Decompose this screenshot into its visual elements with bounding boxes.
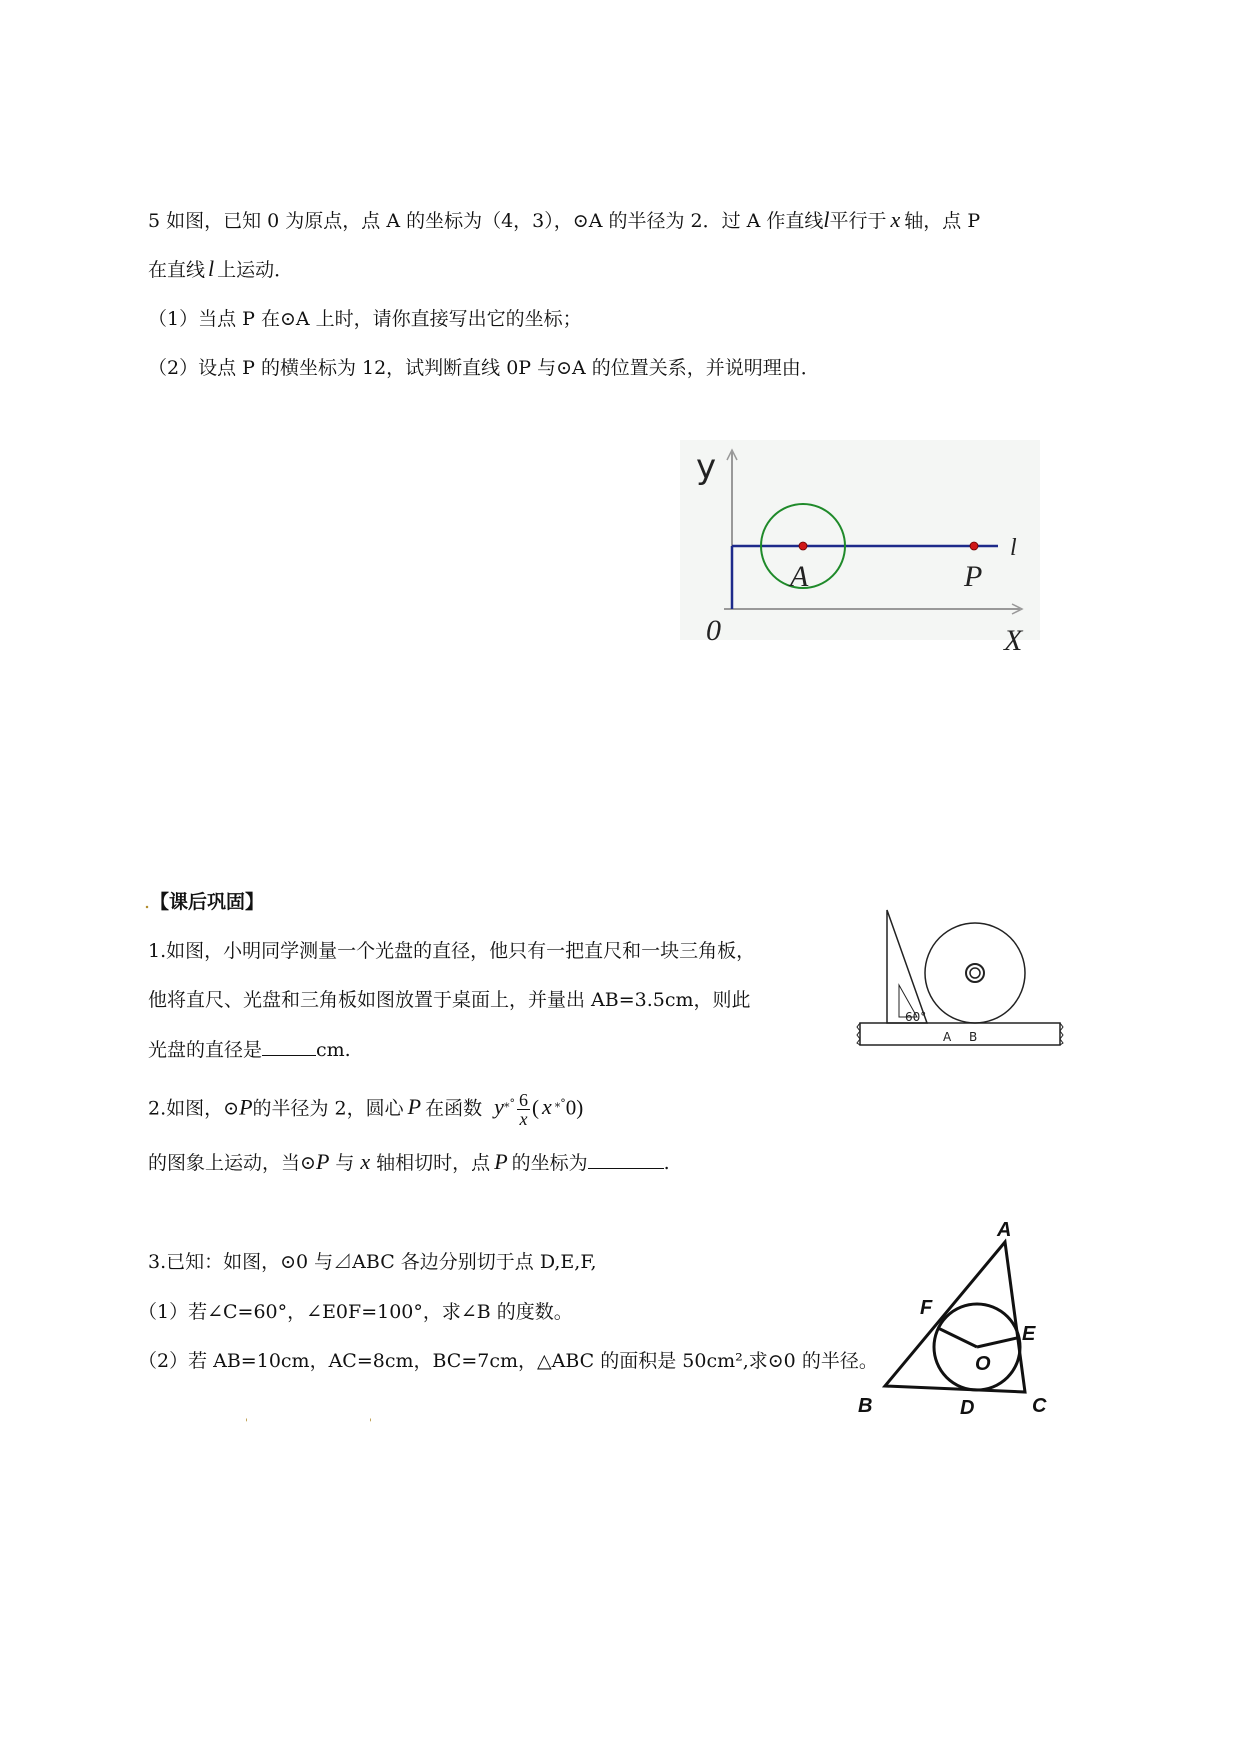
disc [925, 923, 1025, 1023]
disc-hole-inner [970, 968, 980, 978]
label-y: y [696, 447, 717, 487]
label-p: P [964, 560, 983, 593]
label-l: l [1010, 535, 1017, 561]
q1-text: 光盘的直径是 [148, 1039, 263, 1061]
q5-text: 在直线 [148, 259, 206, 281]
q5-line1 [148, 206, 980, 235]
q2-line1 [148, 1090, 583, 1128]
q3-part2: （2）若 AB=10cm，AC=8cm，BC=7cm，△ABC 的面积是 50cm²,求⊙0 的半径。 [138, 1350, 878, 1372]
q5-line2 [148, 255, 293, 284]
q2-text: 轴相切时，点 [376, 1152, 491, 1174]
q2-text: 的半径为 2，圆心 [252, 1097, 404, 1120]
label-c: C [1032, 1395, 1047, 1417]
label-b: B [858, 1395, 873, 1417]
func-x: x [541, 1094, 552, 1120]
q5-var-l: l [208, 256, 215, 281]
q2-text: 与 [335, 1152, 355, 1174]
stray-dot: ' [369, 1418, 372, 1429]
q3-line1: 3.已知：如图，⊙0 与⊿ABC 各边分别切于点 D,E,F, [148, 1251, 597, 1273]
q5-text: 上运动． [217, 259, 294, 281]
ruler [860, 1023, 1060, 1045]
heading-text: 【课后巩固】 [150, 891, 265, 913]
q5-coordinate-figure [680, 440, 1040, 657]
q2-answer-blank[interactable] [588, 1150, 664, 1169]
label-o: O [975, 1353, 991, 1375]
label-d: D [960, 1397, 975, 1419]
q1-disc-figure [855, 905, 1075, 1055]
point-p [970, 542, 978, 550]
q1-line1: 1.如图，小明同学测量一个光盘的直径，他只有一把直尺和一块三角板， [148, 940, 756, 962]
q5-text: 5 如图，已知 0 为原点，点 A 的坐标为（4，3），⊙A 的半径为 2．过 A 作直线 [148, 210, 824, 232]
q5-text: 轴，点 P [904, 210, 981, 232]
disc-hole-outer [966, 964, 984, 982]
q5-part2: （2）设点 P 的横坐标为 12，试判断直线 0P 与⊙A 的位置关系，并说明理由． [148, 357, 820, 379]
q2-line2 [148, 1148, 670, 1177]
label-b: B [969, 1030, 978, 1044]
garbled-glyph: ⁎° [503, 1097, 515, 1110]
section-heading [144, 888, 264, 916]
label-origin: 0 [706, 614, 721, 647]
label-f: F [920, 1297, 933, 1319]
heading-dot: . [144, 891, 151, 913]
label-e: E [1022, 1323, 1036, 1345]
q2-text: . [663, 1152, 670, 1174]
paren: 0) [565, 1095, 584, 1120]
func-y: y [494, 1094, 504, 1120]
q2-var-x: x [360, 1149, 371, 1174]
q2-var-p: P [407, 1094, 422, 1120]
q1-text: cm. [316, 1039, 351, 1061]
fraction [517, 1091, 530, 1128]
q3-triangle-figure [850, 1220, 1070, 1420]
q1-line2: 他将直尺、光盘和三角板如图放置于桌面上，并量出 AB=3.5cm，则此 [148, 989, 751, 1011]
angle-label: 60° [905, 1010, 927, 1024]
q5-var-x: x [890, 207, 901, 232]
q1-line3 [148, 1036, 351, 1064]
label-a: A [997, 1219, 1012, 1241]
label-a: A [943, 1030, 952, 1044]
q2-var-p: P [315, 1149, 330, 1174]
q5-text: 平行于 [829, 210, 887, 232]
radius-of [938, 1328, 977, 1347]
label-a: A [790, 560, 809, 593]
q5-var-l: l [823, 207, 830, 232]
triangle-abc [885, 1242, 1025, 1392]
circle-symbol-icon: ⊙ [300, 1152, 316, 1174]
q2-var-p: P [494, 1149, 508, 1174]
fraction-denominator: x [519, 1108, 528, 1129]
stray-dot: ' [245, 1418, 248, 1429]
radius-oe [977, 1338, 1017, 1347]
triangle-ruler [887, 910, 927, 1023]
garbled-glyph: ⁎° [554, 1097, 566, 1110]
paren: ( [531, 1095, 539, 1120]
fraction-numerator: 6 [518, 1089, 528, 1110]
label-x: X [1004, 624, 1023, 657]
q2-text: 在函数 [425, 1097, 483, 1120]
circle-symbol-icon: ⊙ [223, 1097, 240, 1120]
q2-text: 的坐标为 [511, 1152, 588, 1174]
q2-var-p: P [239, 1094, 253, 1120]
q3-part1: （1）若∠C=60°，∠E0F=100°，求∠B 的度数。 [138, 1301, 573, 1323]
q2-text: 的图象上运动，当 [148, 1152, 301, 1174]
q1-answer-blank[interactable] [262, 1037, 316, 1056]
q5-part1: （1）当点 P 在⊙A 上时，请你直接写出它的坐标； [148, 308, 582, 330]
point-a [799, 542, 807, 550]
q2-text: 2.如图， [148, 1097, 224, 1120]
